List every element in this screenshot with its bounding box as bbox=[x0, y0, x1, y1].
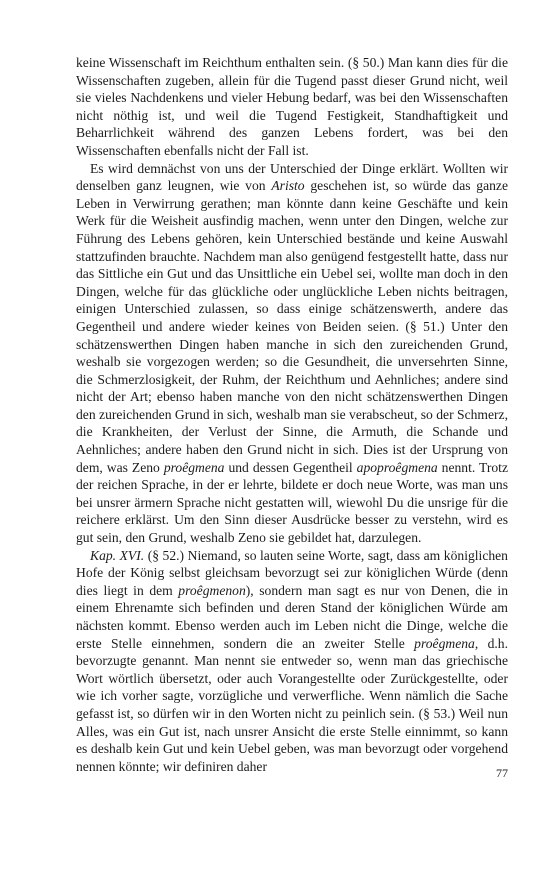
paragraph bbox=[76, 160, 508, 547]
italic-text: Kap. XVI. bbox=[90, 547, 145, 563]
page-number: 77 bbox=[496, 766, 508, 780]
text-run: , d.h. bevorzugte genannt. Man nennt sie entweder so, wenn man das griechische Wort wörtlich übersetzt, oder auch Vorangestellte oder Zurückgestellte, oder wie ich vorher sagte, vorzügliche und verwerfliche. Wenn nämlich die Sache gefasst ist, so dürfen wir in den Worten nicht zu peinlich sein. (§ 53.) Weil nun Alles, was ein Gut ist, nach unsrer Ansicht die erste Stelle einnimmt, so kann es deshalb kein Gut und kein Uebel geben, was man bevorzugt oder vorgehend nennen könnte; wir definiren daher bbox=[76, 635, 509, 774]
text-run: nennt. Trotz der reichen Sprache, in der er lehrte, bildete er doch neue Worte, was man uns bei unsrer ärmern Sprache nicht gestatten will, wiewohl Du die unsrige für die reichere erklärst. Um den Sinn dieser Ausdrücke besser zu verstehn, wird es gut sein, den Grund, weshalb Zeno sie gebildet hat, darzulegen. bbox=[76, 459, 508, 546]
text-run: geschehen ist, so würde das ganze Leben in Verwirrung gerathen; man könnte dann keine Geschäfte und kein Werk für die Weisheit ausfindig machen, wenn unter den Dingen, welche zur Führung des Lebens gehören, kein Unterschied bestände und keine Auswahl stattzufinden brauchte. Nachdem man also genügend festgestellt hatte, dass nur das Sittliche ein Gut und das Unsittliche ein Uebel sei, wollte man doch in den Dingen, welche für das glückliche oder unglückliche Leben nichts beitragen, einigen Unterschied zulassen, so dass einige schätzenswerth, andere das Gegentheil und andere wieder keines von Beiden seien. (§ 51.) Unter den schätzenswerthen Dingen haben manche in sich den zureichenden Grund, weshalb sie vorgezogen werden; so die Gesundheit, die unversehrten Sinne, die Schmerzlosigkeit, der Ruhm, der Reichthum und Aehnliches; andere sind nicht der Art; ebenso haben manche von den nicht schätzenswerthen Dingen den zureichenden Grund in sich, weshalb man sie verabscheut, so der Schmerz, die Krankheiten, der Verlust der Sinne, die Armuth, die Schande und Aehnliches; andere haben den Grund nicht in sich. Dies ist der Ursprung von dem, was Zeno bbox=[76, 178, 508, 475]
italic-text: apoproêgmena bbox=[356, 459, 438, 475]
italic-text: proêgmenon bbox=[178, 582, 246, 598]
text-run: Es wird demnächst von uns der Unterschied der Dinge erklärt. Wollten wir denselben ganz leugnen, wie von bbox=[76, 160, 508, 194]
italic-text: proêgmena bbox=[163, 459, 225, 475]
italic-text: proêgmena bbox=[414, 635, 475, 651]
paragraph bbox=[76, 54, 508, 160]
document-body bbox=[76, 54, 508, 775]
text-run: und dessen Gegentheil bbox=[224, 459, 357, 475]
text-run: (§ 52.) Niemand, so lauten seine Worte, sagt, dass am königlichen Hofe der König selbst gleichsam bevorzugt sei zur königlichen Würde (denn dies liegt in dem bbox=[76, 547, 508, 598]
italic-text: Aristo bbox=[271, 178, 305, 194]
paragraph bbox=[76, 547, 508, 776]
text-run: keine Wissenschaft im Reichthum enthalten sein. (§ 50.) Man kann dies für die Wissenschaften zugeben, allein für die Tugend passt dieser Grund nicht, weil sie vieles Nachdenkens und vieler Hebung bedarf, was bei den Wissenschaften nicht nöthig ist, und weil die Tugend Festigkeit, Standhaftigkeit und Beharrlichkeit während des ganzen Lebens fordert, was bei den Wissenschaften ebenfalls nicht der Fall ist. bbox=[76, 55, 508, 158]
text-run: ), sondern man sagt es nur von Denen, die in einem Ehrenamte sich befinden und deren Stand der königlichen Würde am nächsten kommt. Ebenso werden auch im Leben nicht die Dinge, welche die erste Stelle einnehmen, sondern die an zweiter Stelle bbox=[76, 582, 508, 651]
